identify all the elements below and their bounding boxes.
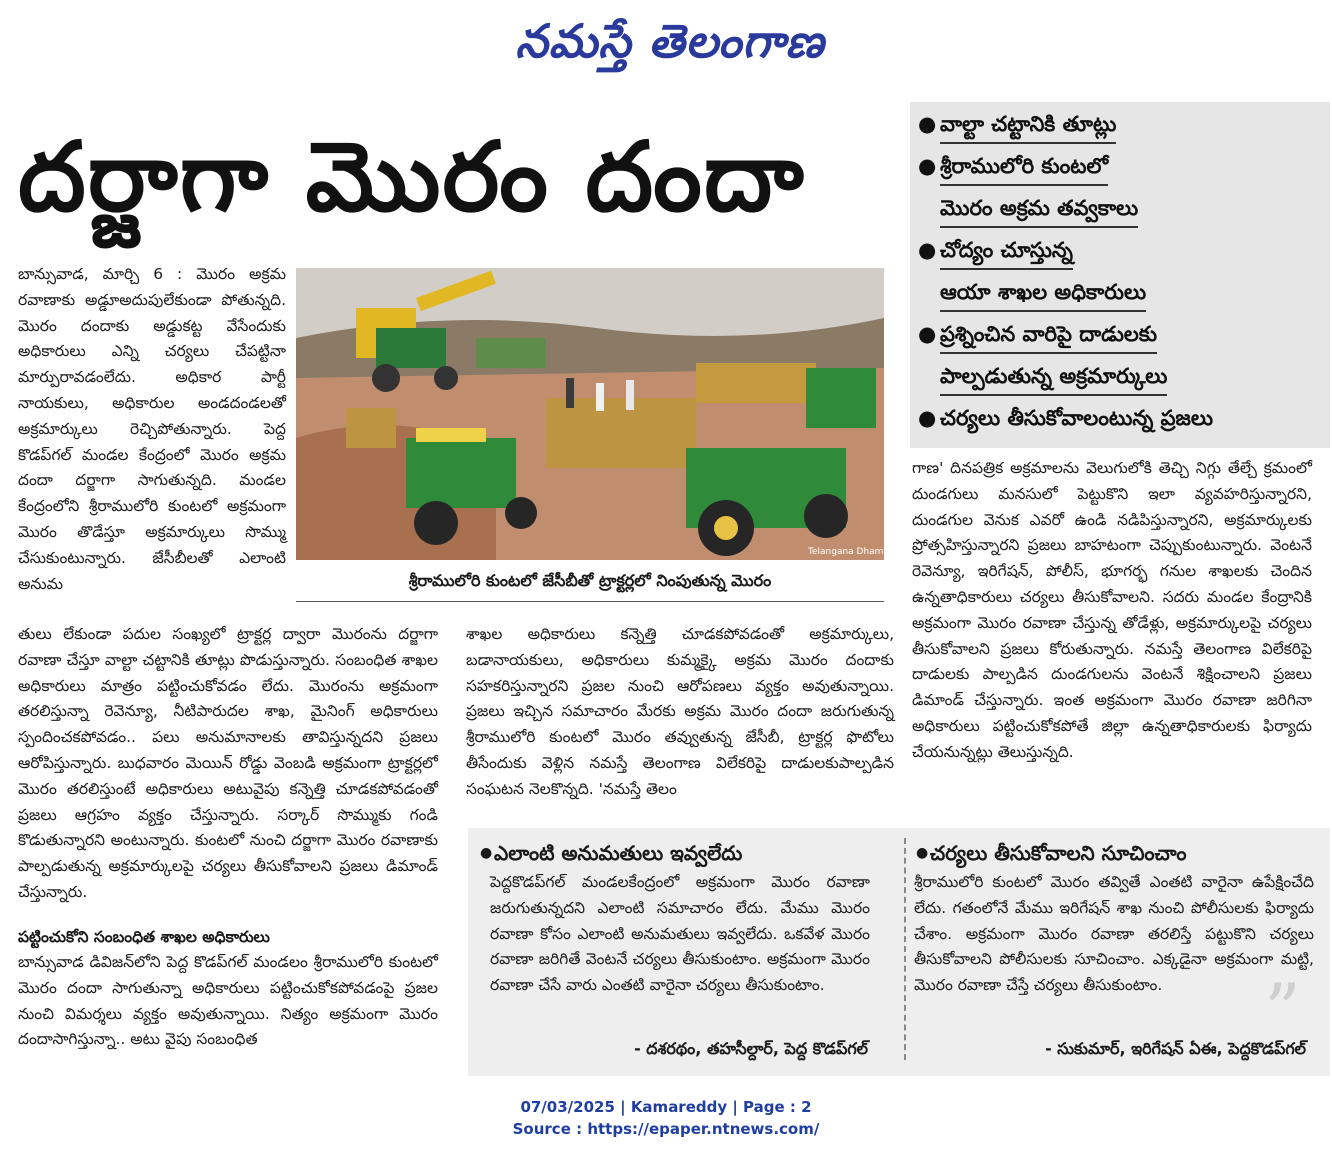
- article-subheading: పట్టించుకోని సంబంధిత శాఖల అధికారులు: [18, 928, 270, 946]
- highlight-item: ● వాల్టా చట్టానికి తూట్లు: [940, 104, 1116, 144]
- article-paragraph: బాన్సువాడ, మార్చి 6 : మొరం అక్రమ రవాణాకు అడ్డూఅదుపులేకుండా పోతున్నది. మొరం దందాకు అడ్డుకట్ట వేసేందుకు అధికారులు ఎన్ని చర్యలు చేపట్టినా మార్పురావడంలేదు. అధికార పార్టీ నాయకులు, అధికారుల అండదండలతో అక్రమార్కులు రెచ్చిపోతున్నారు. పెద్ద కొడప్‌గల్ మండల కేంద్రంలో మొరం అక్రమ దందా దర్జాగా సాగుతున్నది. మండల కేంద్రంలోని శ్రీరాములోరి కుంటలో అక్రమంగా మొరం తొడేస్తూ అక్రమార్కులు సొమ్ము చేసుకుంటున్నారు. జేసీబీలతో ఎలాంటి అనుమ: [18, 265, 286, 593]
- bullet-icon: ●: [918, 112, 937, 136]
- footer-source-link[interactable]: Source : https://epaper.ntnews.com/: [512, 1120, 820, 1138]
- bullet-icon: ●: [918, 154, 937, 178]
- quote-sign-tahsildar: - దశరథం, తహసీల్దార్, పెద్ద కొడప్‌గల్: [634, 1039, 868, 1058]
- photo-caption: శ్రీరాములోరి కుంటలో జేసీబీతో ట్రాక్టర్లలో నింపుతున్న మొరం: [296, 566, 884, 602]
- article-column-1-end: [18, 950, 438, 1080]
- highlight-item: ఆయా శాఖల అధికారులు: [940, 272, 1146, 312]
- footer-date-edition: 07/03/2025 | Kamareddy | Page : 2: [520, 1098, 812, 1116]
- bullet-icon: ●: [918, 322, 937, 346]
- highlight-item: ● చర్యలు తీసుకోవాలంటున్న ప్రజలు: [940, 398, 1213, 438]
- bullet-icon: ●: [916, 845, 929, 861]
- bullet-icon: ●: [918, 238, 937, 262]
- masthead-logo: నమస్తే తెలంగాణ: [515, 14, 825, 68]
- article-column-1: [18, 262, 286, 630]
- article-column-2: [466, 622, 894, 812]
- quarry-tractors-image: [296, 268, 898, 560]
- quote-mark-icon: ”: [1264, 968, 1301, 1052]
- photo-credit: Telangana Dhamma: [808, 547, 898, 557]
- bullet-icon: ●: [918, 406, 937, 430]
- highlight-item: ● చోద్యం చూస్తున్న: [940, 230, 1073, 270]
- article-paragraph: తులు లేకుండా పదుల సంఖ్యలో ట్రాక్టర్ల ద్వారా మొరంను దర్జాగా రవాణా చేస్తూ వాల్టా చట్టానికి తూట్లు పొడుస్తున్నారు. సంబంధిత శాఖల అధికారులు మాత్రం పట్టించుకోవడం లేదు. మొరంను అక్రమంగా తరలిస్తున్నా రెవెన్యూ, నీటిపారుదల శాఖ, మైనింగ్ అధికారులు స్పందించకపోవడం.. పలు అనుమానాలకు తావిస్తున్నదని ప్రజలు ఆరోపిస్తున్నారు. బుధవారం మెయిన్ రోడ్డు వెంబడి అక్రమంగా ట్రాక్టర్లలో మొరం తరలిస్తుంటే అధికారులు అటువైపు కన్నెత్తి చూడకపోవడంతో ప్రజలు ఆగ్రహం వ్యక్తం చేస్తున్నారు. సర్కార్ సొమ్ముకు గండి కొడుతున్నారని అంటున్నారు. కుంటలో నుంచి దర్జాగా మొరం రవాణాకు పాల్పడుతున్న అక్రమార్కులపై చర్యలు తీసుకోవాలని ప్రజలు డిమాండ్ చేస్తున్నారు.: [18, 625, 438, 901]
- article-paragraph: శాఖల అధికారులు కన్నెత్తి చూడకపోవడంతో అక్రమార్కులు, బడానాయకులు, అధికారులు కుమ్మక్కై అక్రమ మొరం దందాకు సహకరిస్తున్నారని ప్రజల నుంచి ఆరోపణలు వ్యక్తం అవుతున్నాయి. ప్రజలు ఇచ్చిన సమాచారం మేరకు అక్రమ మొరం దందా జరుగుతున్న శ్రీరాములోరి కుంటలో మొరం తవ్వుతున్న జేసీబీ, ట్రాక్టర్ల ఫొటోలు తీసేందుకు వెళ్లిన నమస్తే తెలంగాణ విలేకరిపై దాడులకుపాల్పడిన సంఘటన నెలకొన్నది. 'నమస్తే తెలం: [466, 625, 894, 798]
- news-photo: [296, 268, 898, 560]
- highlight-item: ● ప్రశ్నించిన వారిపై దాడులకు: [940, 314, 1157, 354]
- quote-sign-irrigation: - సుకుమార్, ఇరిగేషన్ ఏఈ, పెద్దకొడప్‌గల్: [1045, 1039, 1306, 1058]
- article-column-1-continued: [18, 622, 438, 920]
- article-paragraph: బాన్సువాడ డివిజన్‌లోని పెద్ద కొడప్‌గల్ మండలం శ్రీరాములోరి కుంటలో మొరం దందా సాగుతున్నా అధికారులు పట్టించుకోకపోవడంపై ప్రజల నుంచి విమర్శలు వ్యక్తం అవుతున్నాయి. నిత్యం అక్రమంగా మొరం దందాసాగిస్తున్నా.. అటు వైపు సంబంధిత: [18, 953, 438, 1049]
- quote-title-tahsildar: ● ఎలాంటి అనుమతులు ఇవ్వలేదు: [494, 838, 894, 868]
- article-paragraph: గాణ' దినపత్రిక అక్రమాలను వెలుగులోకి తెచ్చి నిగ్గు తేల్చే క్రమంలో దుండగులు మనసులో పెట్టుకొని ఇలా వ్యవహరిస్తున్నారని, దుండగుల వెనుక ఎవరో ఉండి నడిపిస్తున్నారని, అక్రమార్కులకు ప్రోత్సహిస్తున్నారని ప్రజలు బాహటంగా చెప్పుకుంటున్నారు. వెంటనే రెవెన్యూ, ఇరిగేషన్, పోలీస్, భూగర్భ గనుల శాఖలకు చెందిన ఉన్నతాధికారులు చర్యలు తీసుకోవాలని. సదరు మండల కేంద్రానికి అక్రమంగా మొరం రవాణా చేస్తున్న తోడేళ్లు, అక్రమార్కులపై చర్యలు తీసుకోవాలని ప్రజలు కోరుతున్నారు. నమస్తే తెలంగాణ విలేకరిపై దాడులకు పాల్పడిన దుండగులను వెంటనే శిక్షించాలని ప్రజలు డిమాండ్ చేస్తున్నారు. ఇంత అక్రమంగా మొరం రవాణా జరిగినా అధికారులు పట్టించుకోకపోతే జిల్లా ఉన్నతాధికారులకు ఫిర్యాదు చేయనున్నట్లు తెలుస్తున్నది.: [912, 459, 1312, 761]
- quote-title-irrigation: ● చర్యలు తీసుకోవాలని సూచించాం: [930, 838, 1320, 868]
- quotes-divider: [904, 838, 906, 1060]
- highlight-item: పాల్పడుతున్న అక్రమార్కులు: [940, 356, 1167, 396]
- highlight-item: ● శ్రీరాములోరి కుంటలో: [940, 146, 1108, 186]
- quote-text-irrigation: శ్రీరాములోరి కుంటలో మొరం తవ్వితే ఎంతటి వారైనా ఉపేక్షించేది లేదు. గతంలోనే మేము ఇరిగేషన్ శాఖ నుంచి పోలీసులకు ఫిర్యాదు చేశాం. అక్రమంగా మొరం రవాణా తరలిస్తే పట్టుకొని చర్యలు తీసుకోవాలని పోలీసులకు సూచించాం. ఎక్కడైనా అక్రమంగా మట్టి, మొరం రవాణా చేస్తే చర్యలు తీసుకుంటాం.: [914, 873, 1314, 995]
- highlights-sidebar: [910, 102, 1330, 448]
- article-column-3: [912, 456, 1312, 818]
- highlight-item: మొరం అక్రమ తవ్వకాలు: [940, 188, 1138, 228]
- headline: దర్జాగా మొరం దందా: [18, 121, 806, 233]
- bullet-icon: ●: [480, 845, 493, 861]
- quote-text-tahsildar: పెద్దకొడప్‌గల్ మండలకేంద్రంలో అక్రమంగా మొరం రవాణా జరుగుతున్నదని ఎలాంటి సమాచారం లేదు. మేము మొరం రవాణా కోసం ఎలాంటి అనుమతులు ఇవ్వలేదు. ఒకవేళ మొరం రవాణా జరిగితే వెంటనే చర్యలు తీసుకుంటాం. అక్రమంగా మొరం రవాణా చేసే వారు ఎంతటి వారైనా చర్యలు తీసుకుంటాం.: [490, 873, 870, 995]
